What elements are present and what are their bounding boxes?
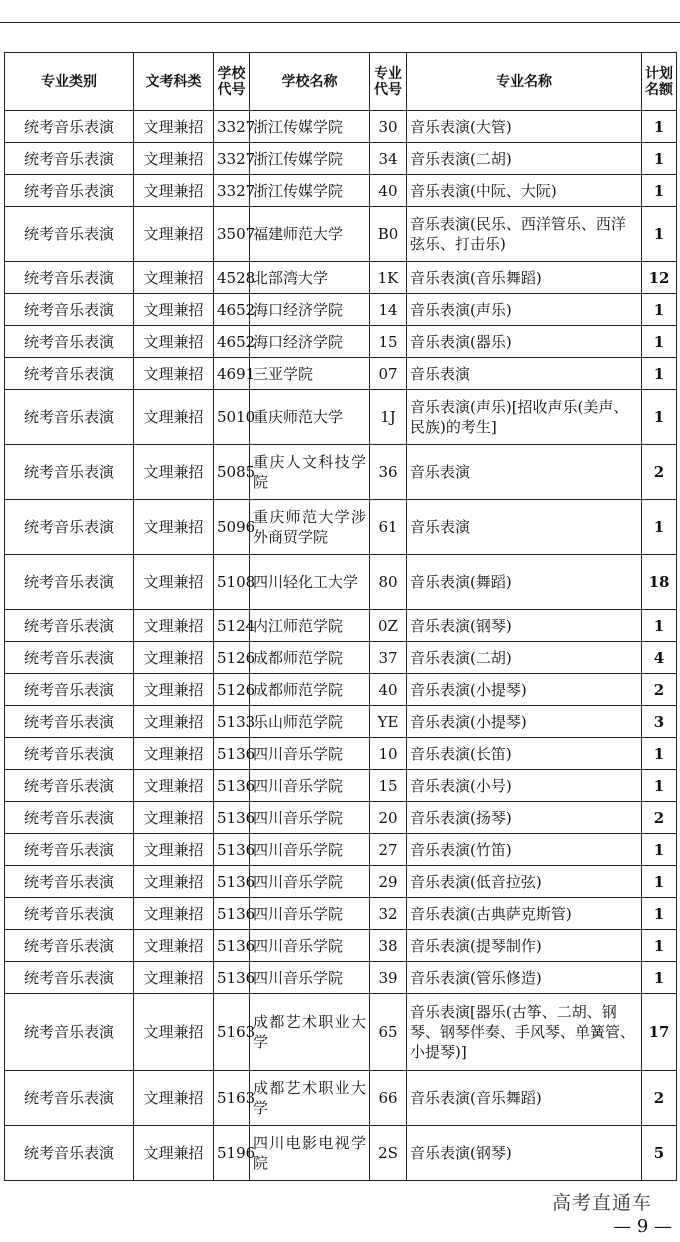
school-name-cell: 四川轻化工大学 xyxy=(250,555,370,610)
table-row xyxy=(5,207,677,262)
plan-quota-cell: 17 xyxy=(642,994,677,1071)
school-name-cell: 成都师范学院 xyxy=(250,674,370,706)
school-code-cell: 5108 xyxy=(214,555,250,610)
subject-type-cell: 文理兼招 xyxy=(134,834,214,866)
footer-brand: 高考直通车 xyxy=(551,1192,652,1214)
major-name-cell: 音乐表演(声乐) xyxy=(407,294,642,326)
major-name-cell: 音乐表演(提琴制作) xyxy=(407,930,642,962)
major-category-cell: 统考音乐表演 xyxy=(5,175,134,207)
school-code-cell: 5136 xyxy=(214,770,250,802)
major-category-cell: 统考音乐表演 xyxy=(5,802,134,834)
page-number: — 9 — xyxy=(613,1216,672,1237)
school-name-cell: 重庆师范大学涉外商贸学院 xyxy=(250,500,370,555)
major-category-cell: 统考音乐表演 xyxy=(5,390,134,445)
plan-quota-cell: 18 xyxy=(642,555,677,610)
subject-type-cell: 文理兼招 xyxy=(134,642,214,674)
plan-quota-cell: 2 xyxy=(642,802,677,834)
plan-quota-cell: 2 xyxy=(642,445,677,500)
plan-quota-cell: 1 xyxy=(642,770,677,802)
major-code-cell: 20 xyxy=(370,802,407,834)
school-name-cell: 成都师范学院 xyxy=(250,642,370,674)
subject-type-cell: 文理兼招 xyxy=(134,143,214,175)
major-code-cell: 1K xyxy=(370,262,407,294)
school-name-cell: 四川音乐学院 xyxy=(250,770,370,802)
major-code-cell: 32 xyxy=(370,898,407,930)
school-code-cell: 3327 xyxy=(214,111,250,143)
table-row xyxy=(5,770,677,802)
table-row xyxy=(5,1126,677,1181)
subject-type-cell: 文理兼招 xyxy=(134,962,214,994)
plan-quota-cell: 1 xyxy=(642,962,677,994)
major-code-cell: 1J xyxy=(370,390,407,445)
major-name-cell: 音乐表演 xyxy=(407,445,642,500)
plan-quota-cell: 4 xyxy=(642,642,677,674)
major-name-cell: 音乐表演(低音拉弦) xyxy=(407,866,642,898)
school-name-cell: 浙江传媒学院 xyxy=(250,143,370,175)
major-name-cell: 音乐表演(管乐修造) xyxy=(407,962,642,994)
plan-quota-cell: 1 xyxy=(642,326,677,358)
major-name-cell: 音乐表演(古典萨克斯管) xyxy=(407,898,642,930)
school-name-cell: 四川音乐学院 xyxy=(250,898,370,930)
school-name-cell: 海口经济学院 xyxy=(250,326,370,358)
major-name-cell: 音乐表演(器乐) xyxy=(407,326,642,358)
major-name-cell: 音乐表演(钢琴) xyxy=(407,1126,642,1181)
major-code-cell: 15 xyxy=(370,326,407,358)
subject-type-cell: 文理兼招 xyxy=(134,994,214,1071)
plan-quota-cell: 1 xyxy=(642,294,677,326)
table-row xyxy=(5,358,677,390)
subject-type-cell: 文理兼招 xyxy=(134,610,214,642)
subject-type-cell: 文理兼招 xyxy=(134,555,214,610)
table-row xyxy=(5,962,677,994)
major-code-cell: 37 xyxy=(370,642,407,674)
school-name-cell: 四川音乐学院 xyxy=(250,962,370,994)
plan-quota-cell: 1 xyxy=(642,358,677,390)
table-row xyxy=(5,326,677,358)
plan-quota-cell: 5 xyxy=(642,1126,677,1181)
subject-type-cell: 文理兼招 xyxy=(134,262,214,294)
school-code-cell: 5163 xyxy=(214,994,250,1071)
major-category-cell: 统考音乐表演 xyxy=(5,834,134,866)
subject-type-cell: 文理兼招 xyxy=(134,445,214,500)
plan-quota-cell: 1 xyxy=(642,500,677,555)
major-name-cell: 音乐表演(二胡) xyxy=(407,642,642,674)
table-row xyxy=(5,866,677,898)
subject-type-cell: 文理兼招 xyxy=(134,207,214,262)
subject-type-cell: 文理兼招 xyxy=(134,1071,214,1126)
major-category-cell: 统考音乐表演 xyxy=(5,898,134,930)
school-code-cell: 5136 xyxy=(214,802,250,834)
table-row xyxy=(5,802,677,834)
table-row xyxy=(5,674,677,706)
school-code-cell: 3507 xyxy=(214,207,250,262)
table-row xyxy=(5,111,677,143)
header-major-category: 专业类别 xyxy=(5,53,134,111)
school-name-cell: 四川音乐学院 xyxy=(250,930,370,962)
header-plan-quota: 计划名额 xyxy=(642,53,677,111)
school-code-cell: 5124 xyxy=(214,610,250,642)
plan-quota-cell: 3 xyxy=(642,706,677,738)
major-code-cell: 65 xyxy=(370,994,407,1071)
major-category-cell: 统考音乐表演 xyxy=(5,358,134,390)
subject-type-cell: 文理兼招 xyxy=(134,358,214,390)
school-name-cell: 乐山师范学院 xyxy=(250,706,370,738)
school-code-cell: 5136 xyxy=(214,930,250,962)
major-category-cell: 统考音乐表演 xyxy=(5,445,134,500)
major-code-cell: 30 xyxy=(370,111,407,143)
major-name-cell: 音乐表演(小提琴) xyxy=(407,706,642,738)
major-category-cell: 统考音乐表演 xyxy=(5,555,134,610)
table-row xyxy=(5,445,677,500)
plan-quota-cell: 1 xyxy=(642,143,677,175)
school-name-cell: 四川音乐学院 xyxy=(250,866,370,898)
table-row xyxy=(5,930,677,962)
table-row xyxy=(5,610,677,642)
subject-type-cell: 文理兼招 xyxy=(134,770,214,802)
school-code-cell: 5010 xyxy=(214,390,250,445)
major-code-cell: 39 xyxy=(370,962,407,994)
school-name-cell: 重庆师范大学 xyxy=(250,390,370,445)
major-name-cell: 音乐表演(小提琴) xyxy=(407,674,642,706)
major-name-cell: 音乐表演(钢琴) xyxy=(407,610,642,642)
school-code-cell: 5136 xyxy=(214,898,250,930)
subject-type-cell: 文理兼招 xyxy=(134,802,214,834)
major-name-cell: 音乐表演[器乐(古筝、二胡、钢琴、钢琴伴奏、手风琴、单簧管、小提琴)] xyxy=(407,994,642,1071)
major-code-cell: 10 xyxy=(370,738,407,770)
table-row xyxy=(5,706,677,738)
school-name-cell: 四川音乐学院 xyxy=(250,738,370,770)
major-code-cell: 29 xyxy=(370,866,407,898)
major-name-cell: 音乐表演(竹笛) xyxy=(407,834,642,866)
school-name-cell: 成都艺术职业大学 xyxy=(250,994,370,1071)
school-code-cell: 5163 xyxy=(214,1071,250,1126)
major-category-cell: 统考音乐表演 xyxy=(5,326,134,358)
plan-quota-cell: 1 xyxy=(642,834,677,866)
major-category-cell: 统考音乐表演 xyxy=(5,738,134,770)
school-name-cell: 重庆人文科技学院 xyxy=(250,445,370,500)
plan-quota-cell: 2 xyxy=(642,1071,677,1126)
school-code-cell: 5126 xyxy=(214,642,250,674)
enrollment-plan-table xyxy=(4,52,677,1181)
major-category-cell: 统考音乐表演 xyxy=(5,866,134,898)
plan-quota-cell: 2 xyxy=(642,674,677,706)
plan-quota-cell: 1 xyxy=(642,866,677,898)
header-subject-type: 文考科类 xyxy=(134,53,214,111)
school-code-cell: 5096 xyxy=(214,500,250,555)
header-major-name: 专业名称 xyxy=(407,53,642,111)
plan-quota-cell: 1 xyxy=(642,930,677,962)
table-header-row xyxy=(5,53,677,111)
major-category-cell: 统考音乐表演 xyxy=(5,294,134,326)
major-code-cell: 15 xyxy=(370,770,407,802)
school-code-cell: 4652 xyxy=(214,326,250,358)
subject-type-cell: 文理兼招 xyxy=(134,294,214,326)
major-code-cell: 80 xyxy=(370,555,407,610)
subject-type-cell: 文理兼招 xyxy=(134,706,214,738)
major-name-cell: 音乐表演 xyxy=(407,358,642,390)
major-code-cell: YE xyxy=(370,706,407,738)
subject-type-cell: 文理兼招 xyxy=(134,674,214,706)
header-school-code: 学校代号 xyxy=(214,53,250,111)
plan-quota-cell: 1 xyxy=(642,898,677,930)
major-category-cell: 统考音乐表演 xyxy=(5,610,134,642)
major-category-cell: 统考音乐表演 xyxy=(5,1126,134,1181)
major-category-cell: 统考音乐表演 xyxy=(5,111,134,143)
major-name-cell: 音乐表演(二胡) xyxy=(407,143,642,175)
major-category-cell: 统考音乐表演 xyxy=(5,500,134,555)
school-code-cell: 5085 xyxy=(214,445,250,500)
table-row xyxy=(5,390,677,445)
major-category-cell: 统考音乐表演 xyxy=(5,207,134,262)
table-row xyxy=(5,994,677,1071)
subject-type-cell: 文理兼招 xyxy=(134,175,214,207)
major-name-cell: 音乐表演(小号) xyxy=(407,770,642,802)
school-name-cell: 三亚学院 xyxy=(250,358,370,390)
table-row xyxy=(5,898,677,930)
school-code-cell: 5136 xyxy=(214,962,250,994)
table-row xyxy=(5,642,677,674)
table-row xyxy=(5,262,677,294)
school-code-cell: 4652 xyxy=(214,294,250,326)
table-row xyxy=(5,500,677,555)
subject-type-cell: 文理兼招 xyxy=(134,111,214,143)
major-name-cell: 音乐表演(声乐)[招收声乐(美声、民族)的考生] xyxy=(407,390,642,445)
major-name-cell: 音乐表演(民乐、西洋管乐、西洋弦乐、打击乐) xyxy=(407,207,642,262)
major-category-cell: 统考音乐表演 xyxy=(5,143,134,175)
major-category-cell: 统考音乐表演 xyxy=(5,674,134,706)
school-code-cell: 4528 xyxy=(214,262,250,294)
school-name-cell: 内江师范学院 xyxy=(250,610,370,642)
school-name-cell: 海口经济学院 xyxy=(250,294,370,326)
subject-type-cell: 文理兼招 xyxy=(134,930,214,962)
header-major-code: 专业代号 xyxy=(370,53,407,111)
major-name-cell: 音乐表演(扬琴) xyxy=(407,802,642,834)
subject-type-cell: 文理兼招 xyxy=(134,390,214,445)
major-category-cell: 统考音乐表演 xyxy=(5,1071,134,1126)
table-row xyxy=(5,294,677,326)
major-category-cell: 统考音乐表演 xyxy=(5,930,134,962)
school-code-cell: 5136 xyxy=(214,834,250,866)
major-code-cell: 36 xyxy=(370,445,407,500)
major-code-cell: 07 xyxy=(370,358,407,390)
major-name-cell: 音乐表演(长笛) xyxy=(407,738,642,770)
subject-type-cell: 文理兼招 xyxy=(134,738,214,770)
major-code-cell: 40 xyxy=(370,175,407,207)
subject-type-cell: 文理兼招 xyxy=(134,866,214,898)
plan-quota-cell: 1 xyxy=(642,111,677,143)
school-code-cell: 5196 xyxy=(214,1126,250,1181)
table-row xyxy=(5,738,677,770)
header-school-name: 学校名称 xyxy=(250,53,370,111)
major-code-cell: 0Z xyxy=(370,610,407,642)
major-category-cell: 统考音乐表演 xyxy=(5,262,134,294)
major-code-cell: 66 xyxy=(370,1071,407,1126)
table-row xyxy=(5,143,677,175)
major-name-cell: 音乐表演 xyxy=(407,500,642,555)
major-name-cell: 音乐表演(音乐舞蹈) xyxy=(407,1071,642,1126)
school-name-cell: 四川音乐学院 xyxy=(250,802,370,834)
top-rule xyxy=(0,22,680,23)
subject-type-cell: 文理兼招 xyxy=(134,500,214,555)
plan-quota-cell: 1 xyxy=(642,610,677,642)
table-row xyxy=(5,175,677,207)
plan-quota-cell: 1 xyxy=(642,390,677,445)
table-row xyxy=(5,1071,677,1126)
major-code-cell: 40 xyxy=(370,674,407,706)
plan-quota-cell: 1 xyxy=(642,738,677,770)
major-name-cell: 音乐表演(中阮、大阮) xyxy=(407,175,642,207)
major-name-cell: 音乐表演(舞蹈) xyxy=(407,555,642,610)
major-code-cell: 38 xyxy=(370,930,407,962)
school-code-cell: 5136 xyxy=(214,866,250,898)
plan-quota-cell: 1 xyxy=(642,207,677,262)
major-code-cell: 61 xyxy=(370,500,407,555)
major-category-cell: 统考音乐表演 xyxy=(5,642,134,674)
major-category-cell: 统考音乐表演 xyxy=(5,770,134,802)
subject-type-cell: 文理兼招 xyxy=(134,326,214,358)
plan-quota-cell: 12 xyxy=(642,262,677,294)
major-code-cell: 2S xyxy=(370,1126,407,1181)
major-code-cell: 34 xyxy=(370,143,407,175)
major-category-cell: 统考音乐表演 xyxy=(5,994,134,1071)
school-name-cell: 北部湾大学 xyxy=(250,262,370,294)
school-code-cell: 5136 xyxy=(214,738,250,770)
school-name-cell: 浙江传媒学院 xyxy=(250,175,370,207)
school-name-cell: 福建师范大学 xyxy=(250,207,370,262)
table-row xyxy=(5,555,677,610)
school-code-cell: 3327 xyxy=(214,143,250,175)
major-name-cell: 音乐表演(音乐舞蹈) xyxy=(407,262,642,294)
major-code-cell: B0 xyxy=(370,207,407,262)
major-code-cell: 14 xyxy=(370,294,407,326)
major-category-cell: 统考音乐表演 xyxy=(5,706,134,738)
school-name-cell: 四川音乐学院 xyxy=(250,834,370,866)
subject-type-cell: 文理兼招 xyxy=(134,898,214,930)
major-category-cell: 统考音乐表演 xyxy=(5,962,134,994)
school-code-cell: 5133 xyxy=(214,706,250,738)
major-code-cell: 27 xyxy=(370,834,407,866)
school-name-cell: 成都艺术职业大学 xyxy=(250,1071,370,1126)
school-code-cell: 3327 xyxy=(214,175,250,207)
table-row xyxy=(5,834,677,866)
major-name-cell: 音乐表演(大管) xyxy=(407,111,642,143)
school-name-cell: 浙江传媒学院 xyxy=(250,111,370,143)
school-name-cell: 四川电影电视学院 xyxy=(250,1126,370,1181)
school-code-cell: 5126 xyxy=(214,674,250,706)
subject-type-cell: 文理兼招 xyxy=(134,1126,214,1181)
school-code-cell: 4691 xyxy=(214,358,250,390)
plan-quota-cell: 1 xyxy=(642,175,677,207)
